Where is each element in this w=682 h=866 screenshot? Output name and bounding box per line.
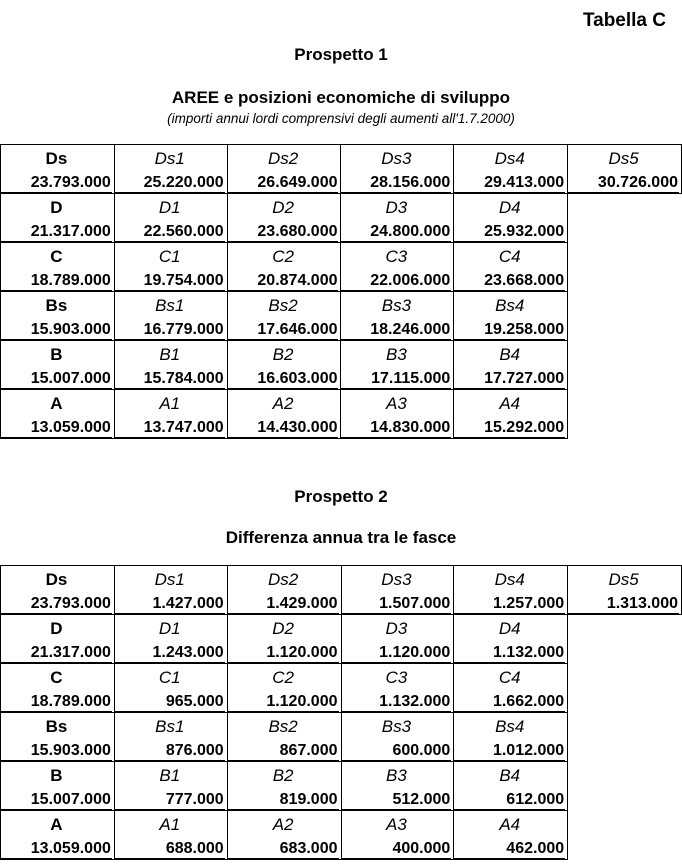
position-code: D2 — [272, 619, 294, 638]
position-code: Ds3 — [381, 149, 412, 168]
amount-value: 1.313.000 — [568, 595, 679, 614]
grade-cell — [341, 811, 454, 860]
base-cell — [1, 713, 115, 762]
position-code: D4 — [498, 198, 521, 217]
position-code: B2 — [272, 345, 294, 364]
position-code: Bs3 — [381, 717, 412, 736]
position-code: B2 — [272, 766, 294, 785]
position-code: D3 — [385, 198, 408, 217]
position-code: D1 — [158, 619, 181, 638]
grade-cell — [227, 566, 341, 615]
base-cell — [1, 811, 115, 860]
grade-cell — [454, 615, 568, 664]
grade-cell — [454, 194, 568, 243]
table-row — [1, 566, 682, 615]
grade-cell — [227, 243, 341, 292]
amount-value: 819.000 — [228, 791, 339, 810]
grade-cell — [114, 762, 227, 811]
amount-value: 1.120.000 — [228, 693, 339, 712]
grade-cell — [454, 713, 568, 762]
grade-cell — [114, 292, 227, 341]
amount-value: 14.430.000 — [228, 419, 339, 438]
prospetto1-note: (importi annui lordi comprensivi degli aumenti all'1.7.2000) — [167, 111, 515, 126]
base-cell — [1, 243, 115, 292]
position-code: Ds2 — [267, 149, 299, 168]
grade-cell — [114, 243, 227, 292]
position-code: C4 — [498, 668, 521, 687]
position-code: Bs4 — [495, 717, 525, 736]
amount-value: 22.560.000 — [115, 223, 225, 242]
position-code: Ds1 — [154, 149, 185, 168]
position-code: D4 — [498, 619, 521, 638]
amount-value: 19.258.000 — [454, 321, 565, 340]
table-row — [1, 243, 682, 292]
amount-value: 15.007.000 — [1, 791, 112, 810]
prospetto1-title: Prospetto 1 — [294, 45, 388, 64]
amount-value: 683.000 — [228, 840, 339, 859]
position-code: D1 — [158, 198, 181, 217]
grade-cell — [341, 194, 454, 243]
position-code: A2 — [272, 394, 294, 413]
amount-value: 25.220.000 — [115, 174, 225, 193]
amount-value: 30.726.000 — [568, 174, 679, 193]
amount-value: 1.429.000 — [228, 595, 339, 614]
position-code: A3 — [386, 815, 407, 834]
grade-cell — [341, 664, 454, 713]
position-code: Bs3 — [381, 296, 412, 315]
table-row — [1, 292, 682, 341]
amount-value: 1.120.000 — [342, 644, 452, 663]
amount-value: 462.000 — [454, 840, 565, 859]
position-code: Ds5 — [608, 149, 639, 168]
base-cell — [1, 615, 115, 664]
table-row — [1, 145, 682, 194]
position-code: Bs1 — [155, 717, 185, 736]
grade-cell — [341, 615, 454, 664]
position-code: C4 — [498, 247, 521, 266]
grade-cell — [227, 762, 341, 811]
grade-cell — [227, 615, 341, 664]
empty-cell — [568, 292, 682, 341]
position-code: B4 — [499, 766, 521, 785]
table-row — [1, 341, 682, 390]
amount-value: 1.012.000 — [454, 742, 565, 761]
grade-cell — [568, 566, 682, 615]
amount-value: 21.317.000 — [1, 223, 112, 242]
position-code: B — [50, 345, 63, 364]
position-code: A1 — [159, 394, 181, 413]
amount-value: 16.603.000 — [228, 370, 339, 389]
position-code: B1 — [159, 766, 181, 785]
base-cell — [1, 664, 115, 713]
position-code: Ds4 — [494, 149, 525, 168]
grade-cell — [114, 713, 227, 762]
prospetto2-subtitle: Differenza annua tra le fasce — [225, 528, 457, 547]
grade-cell — [454, 390, 568, 439]
grade-cell — [227, 664, 341, 713]
amount-value: 13.059.000 — [1, 419, 112, 438]
amount-value: 612.000 — [454, 791, 565, 810]
position-code: A2 — [272, 815, 294, 834]
grade-cell — [341, 713, 454, 762]
empty-cell — [568, 811, 682, 860]
grade-cell — [114, 390, 227, 439]
amount-value: 15.292.000 — [454, 419, 565, 438]
empty-cell — [568, 664, 682, 713]
grade-cell — [227, 292, 341, 341]
prospetto1-table — [0, 144, 682, 439]
grade-cell — [454, 811, 568, 860]
grade-cell — [114, 811, 227, 860]
table-row — [1, 615, 682, 664]
grade-cell — [568, 145, 682, 194]
position-code: A3 — [386, 394, 407, 413]
grade-cell — [227, 390, 341, 439]
empty-cell — [568, 243, 682, 292]
position-code: B1 — [159, 345, 181, 364]
empty-cell — [568, 341, 682, 390]
amount-value: 20.874.000 — [228, 272, 339, 291]
empty-cell — [568, 615, 682, 664]
amount-value: 21.317.000 — [1, 644, 112, 663]
amount-value: 23.668.000 — [454, 272, 565, 291]
amount-value: 24.800.000 — [341, 223, 451, 242]
position-code: Bs — [45, 717, 68, 736]
amount-value: 18.789.000 — [1, 272, 112, 291]
prospetto2-table — [0, 565, 682, 860]
position-code: C3 — [385, 668, 408, 687]
position-code: Ds2 — [267, 570, 299, 589]
amount-value: 28.156.000 — [341, 174, 451, 193]
amount-value: 23.793.000 — [1, 174, 112, 193]
position-code: A — [50, 394, 63, 413]
grade-cell — [341, 243, 454, 292]
position-code: B3 — [386, 345, 407, 364]
amount-value: 13.059.000 — [1, 840, 112, 859]
position-code: Bs4 — [495, 296, 525, 315]
amount-value: 22.006.000 — [341, 272, 451, 291]
empty-cell — [568, 762, 682, 811]
amount-value: 1.427.000 — [115, 595, 225, 614]
amount-value: 965.000 — [115, 693, 225, 712]
position-code: Ds1 — [154, 570, 185, 589]
grade-cell — [341, 292, 454, 341]
grade-cell — [227, 341, 341, 390]
base-cell — [1, 762, 115, 811]
grade-cell — [227, 194, 341, 243]
amount-value: 23.680.000 — [228, 223, 339, 242]
position-code: D — [50, 619, 63, 638]
base-cell — [1, 390, 115, 439]
grade-cell — [341, 145, 454, 194]
empty-cell — [568, 194, 682, 243]
prospetto1-table-body — [1, 145, 682, 439]
document-label: Tabella C — [582, 10, 666, 31]
position-code: D3 — [385, 619, 408, 638]
grade-cell — [114, 194, 227, 243]
amount-value: 15.903.000 — [1, 742, 112, 761]
grade-cell — [114, 615, 227, 664]
amount-value: 16.779.000 — [115, 321, 225, 340]
amount-value: 867.000 — [228, 742, 339, 761]
grade-cell — [227, 713, 341, 762]
base-cell — [1, 292, 115, 341]
table-row — [1, 762, 682, 811]
amount-value: 1.243.000 — [115, 644, 225, 663]
position-code: C — [50, 247, 63, 266]
amount-value: 512.000 — [342, 791, 452, 810]
table-row — [1, 664, 682, 713]
amount-value: 18.246.000 — [341, 321, 451, 340]
table-row — [1, 713, 682, 762]
base-cell — [1, 145, 115, 194]
amount-value: 29.413.000 — [454, 174, 565, 193]
position-code: A — [50, 815, 63, 834]
amount-value: 18.789.000 — [1, 693, 112, 712]
amount-value: 15.903.000 — [1, 321, 112, 340]
grade-cell — [454, 664, 568, 713]
amount-value: 15.784.000 — [115, 370, 225, 389]
prospetto2-title: Prospetto 2 — [294, 487, 388, 506]
position-code: C2 — [272, 247, 294, 266]
position-code: Ds4 — [494, 570, 525, 589]
grade-cell — [114, 664, 227, 713]
position-code: B4 — [499, 345, 521, 364]
amount-value: 1.662.000 — [454, 693, 565, 712]
position-code: B — [50, 766, 63, 785]
position-code: Bs2 — [268, 717, 298, 736]
position-code: C1 — [158, 247, 181, 266]
position-code: A4 — [499, 394, 521, 413]
empty-cell — [568, 390, 682, 439]
position-code: C2 — [272, 668, 294, 687]
amount-value: 25.932.000 — [454, 223, 565, 242]
grade-cell — [114, 145, 227, 194]
position-code: Ds — [45, 570, 68, 589]
position-code: A1 — [159, 815, 181, 834]
table-row — [1, 194, 682, 243]
grade-cell — [341, 762, 454, 811]
position-code: D2 — [272, 198, 294, 217]
amount-value: 17.115.000 — [341, 370, 451, 389]
base-cell — [1, 194, 115, 243]
position-code: Bs — [45, 296, 68, 315]
grade-cell — [341, 566, 454, 615]
grade-cell — [114, 341, 227, 390]
position-code: B3 — [386, 766, 407, 785]
base-cell — [1, 341, 115, 390]
position-code: D — [50, 198, 63, 217]
grade-cell — [454, 762, 568, 811]
grade-cell — [114, 566, 227, 615]
grade-cell — [227, 811, 341, 860]
amount-value: 17.727.000 — [454, 370, 565, 389]
prospetto2-table-body — [1, 566, 682, 860]
amount-value: 19.754.000 — [115, 272, 225, 291]
amount-value: 1.132.000 — [454, 644, 565, 663]
table-row — [1, 811, 682, 860]
grade-cell — [454, 243, 568, 292]
amount-value: 876.000 — [115, 742, 225, 761]
amount-value: 1.120.000 — [228, 644, 339, 663]
amount-value: 600.000 — [342, 742, 452, 761]
amount-value: 13.747.000 — [115, 419, 225, 438]
grade-cell — [454, 292, 568, 341]
amount-value: 14.830.000 — [341, 419, 451, 438]
table-row — [1, 390, 682, 439]
position-code: C1 — [158, 668, 181, 687]
grade-cell — [341, 341, 454, 390]
grade-cell — [227, 145, 341, 194]
grade-cell — [454, 566, 568, 615]
position-code: Ds5 — [608, 570, 639, 589]
amount-value: 1.507.000 — [342, 595, 452, 614]
amount-value: 1.132.000 — [342, 693, 452, 712]
prospetto1-subtitle: AREE e posizioni economiche di sviluppo — [171, 88, 511, 107]
grade-cell — [454, 341, 568, 390]
grade-cell — [341, 390, 454, 439]
empty-cell — [568, 713, 682, 762]
amount-value: 1.257.000 — [454, 595, 565, 614]
amount-value: 26.649.000 — [228, 174, 339, 193]
base-cell — [1, 566, 115, 615]
amount-value: 15.007.000 — [1, 370, 112, 389]
position-code: Bs1 — [155, 296, 185, 315]
amount-value: 777.000 — [115, 791, 225, 810]
position-code: C3 — [385, 247, 408, 266]
position-code: Ds — [45, 149, 68, 168]
amount-value: 23.793.000 — [1, 595, 112, 614]
position-code: A4 — [499, 815, 521, 834]
amount-value: 688.000 — [115, 840, 225, 859]
amount-value: 17.646.000 — [228, 321, 339, 340]
grade-cell — [454, 145, 568, 194]
position-code: Ds3 — [381, 570, 412, 589]
position-code: Bs2 — [268, 296, 298, 315]
position-code: C — [50, 668, 63, 687]
amount-value: 400.000 — [342, 840, 452, 859]
